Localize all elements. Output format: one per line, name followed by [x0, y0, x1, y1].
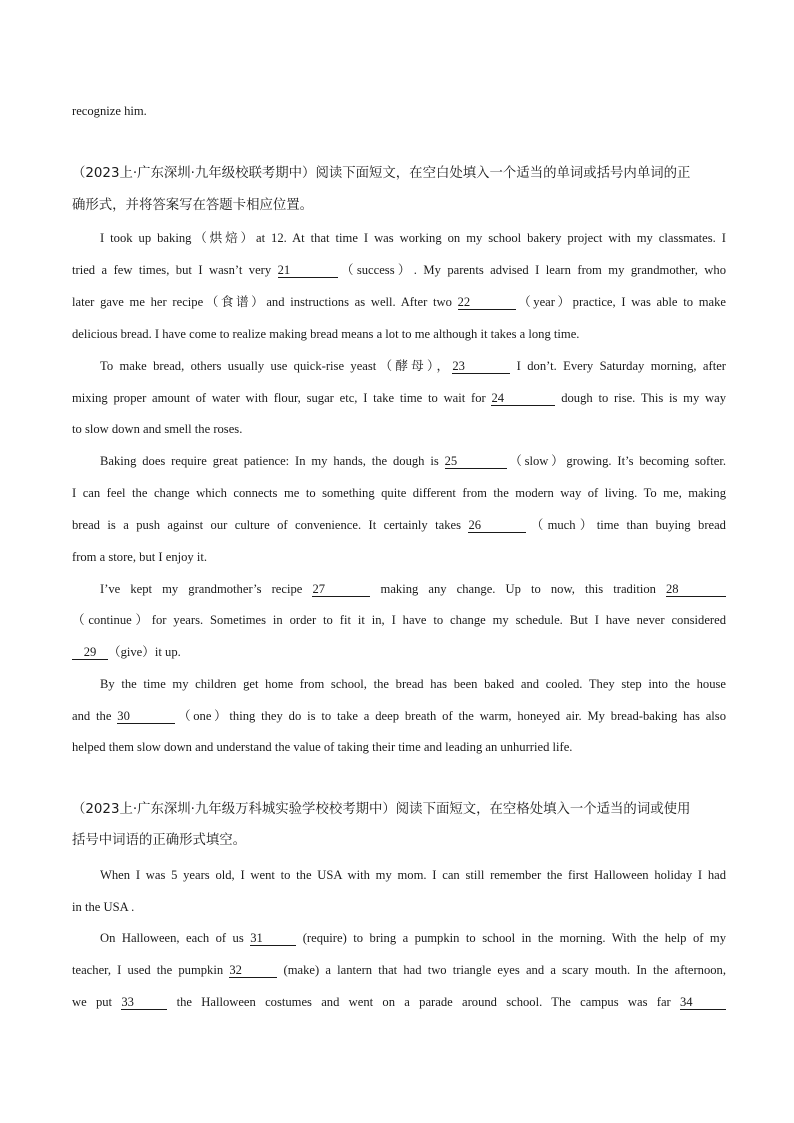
- passage2-line: [72, 930, 726, 946]
- line-text: teacher, I used the pumpkin: [72, 963, 230, 977]
- intro-tail-text: recognize him.: [72, 104, 147, 118]
- answer-blank-22[interactable]: 22: [458, 296, 516, 310]
- answer-blank-29[interactable]: 29: [72, 646, 108, 660]
- passage2-line: [72, 962, 726, 978]
- answer-blank-34[interactable]: 34: [680, 996, 726, 1010]
- passage1-line: [72, 739, 726, 755]
- passage2-line: [72, 867, 726, 883]
- line-text: I don’t. Every Saturday morning, after: [510, 359, 726, 373]
- passage1-line: [72, 708, 726, 724]
- line-text: Baking does require great patience: In my hands, the dough is: [100, 454, 445, 468]
- line-text: （slow）growing. It’s becoming softer.: [506, 454, 726, 468]
- passage1-line: [72, 517, 726, 533]
- passage1-heading-line2: 确形式，并将答案写在答题卡相应位置。: [72, 198, 314, 213]
- line-text: and the: [72, 709, 118, 723]
- line-text: we put: [72, 995, 122, 1009]
- line-text: delicious bread. I have come to realize making bread means a lot to me although it takes a long time.: [72, 327, 580, 341]
- passage1-line: [72, 230, 726, 246]
- passage1-line: [72, 612, 726, 628]
- line-text: tried a few times, but I wasn’t very: [72, 263, 278, 277]
- passage1-line: [72, 676, 726, 692]
- line-text: （success）. My parents advised I learn from my grandmother, who: [337, 263, 726, 277]
- line-text: I’ve kept my grandmother’s recipe: [100, 582, 313, 596]
- answer-blank-30[interactable]: 30: [117, 710, 175, 724]
- line-text: （give）it up.: [108, 645, 181, 659]
- line-text: making any change. Up to now, this tradition: [370, 582, 666, 596]
- passage1-heading-line1: （2023上·广东深圳·九年级校联考期中）阅读下面短文，在空白处填入一个适当的单词或括号内单词的正: [72, 166, 691, 181]
- line-text: （continue）for years. Sometimes in order to fit it in, I have to change my schedule. But I have never considered: [72, 613, 726, 627]
- answer-blank-23[interactable]: 23: [452, 360, 510, 374]
- line-text: On Halloween, each of us: [100, 931, 251, 945]
- line-text: （much）time than buying bread: [526, 518, 726, 532]
- answer-blank-32[interactable]: 32: [229, 964, 277, 978]
- passage1-line: [72, 485, 726, 501]
- passage1-line: [72, 294, 726, 310]
- answer-blank-28[interactable]: 28: [666, 583, 726, 597]
- line-text: in the USA .: [72, 900, 135, 914]
- answer-blank-31[interactable]: 31: [250, 932, 296, 946]
- passage1-line: [72, 358, 726, 374]
- passage1-line: [72, 390, 726, 406]
- line-text: (make) a lantern that had two triangle eyes and a scary mouth. In the afternoon,: [277, 963, 726, 977]
- line-text: from a store, but I enjoy it.: [72, 550, 208, 564]
- line-text: （one）thing they do is to take a deep breath of the warm, honeyed air. My bread-baking has also: [175, 709, 726, 723]
- line-text: （year）practice, I was able to make: [515, 295, 726, 309]
- answer-blank-21[interactable]: 21: [278, 264, 338, 278]
- line-text: (require) to bring a pumpkin to school in the morning. With the help of my: [296, 931, 726, 945]
- line-text: To make bread, others usually use quick-rise yeast（酵母），: [100, 359, 453, 373]
- answer-blank-27[interactable]: 27: [312, 583, 370, 597]
- passage1-line: [72, 581, 726, 597]
- line-text: helped them slow down and understand the value of taking their time and leading an unhurried life.: [72, 740, 573, 754]
- line-text: later gave me her recipe（食谱）and instructions as well. After two: [72, 295, 458, 309]
- passage1-line: [72, 421, 726, 437]
- passage2-line: [72, 994, 726, 1010]
- answer-blank-25[interactable]: 25: [445, 455, 507, 469]
- line-text: By the time my children get home from school, the bread has been baked and cooled. They step into the house: [100, 677, 726, 691]
- passage2-heading-line2: 括号中词语的正确形式填空。: [72, 833, 247, 848]
- line-text: When I was 5 years old, I went to the USA with my mom. I can still remember the first Halloween holiday I had: [100, 868, 726, 882]
- line-text: I took up baking（烘焙）at 12. At that time I was working on my school bakery project with my classmates. I: [100, 231, 726, 245]
- line-text: bread is a push against our culture of convenience. It certainly takes: [72, 518, 469, 532]
- passage1-line: [72, 326, 726, 342]
- line-text: to slow down and smell the roses.: [72, 422, 243, 436]
- answer-blank-26[interactable]: 26: [468, 519, 526, 533]
- answer-blank-33[interactable]: 33: [121, 996, 167, 1010]
- passage1-line: [72, 262, 726, 278]
- answer-blank-24[interactable]: 24: [491, 392, 555, 406]
- passage2-line: [72, 899, 726, 915]
- line-text: dough to rise. This is my way: [555, 391, 726, 405]
- line-text: mixing proper amount of water with flour, sugar etc, I take time to wait for: [72, 391, 492, 405]
- passage1-line: [72, 453, 726, 469]
- line-text: I can feel the change which connects me to something quite different from the modern way of living. To me, making: [72, 486, 726, 500]
- passage1-line: [72, 549, 726, 565]
- passage1-line: [72, 644, 726, 660]
- passage2-heading-line1: （2023上·广东深圳·九年级万科城实验学校校考期中）阅读下面短文，在空格处填入一个适当的词或使用: [72, 802, 691, 817]
- line-text: the Halloween costumes and went on a parade around school. The campus was far: [167, 995, 680, 1009]
